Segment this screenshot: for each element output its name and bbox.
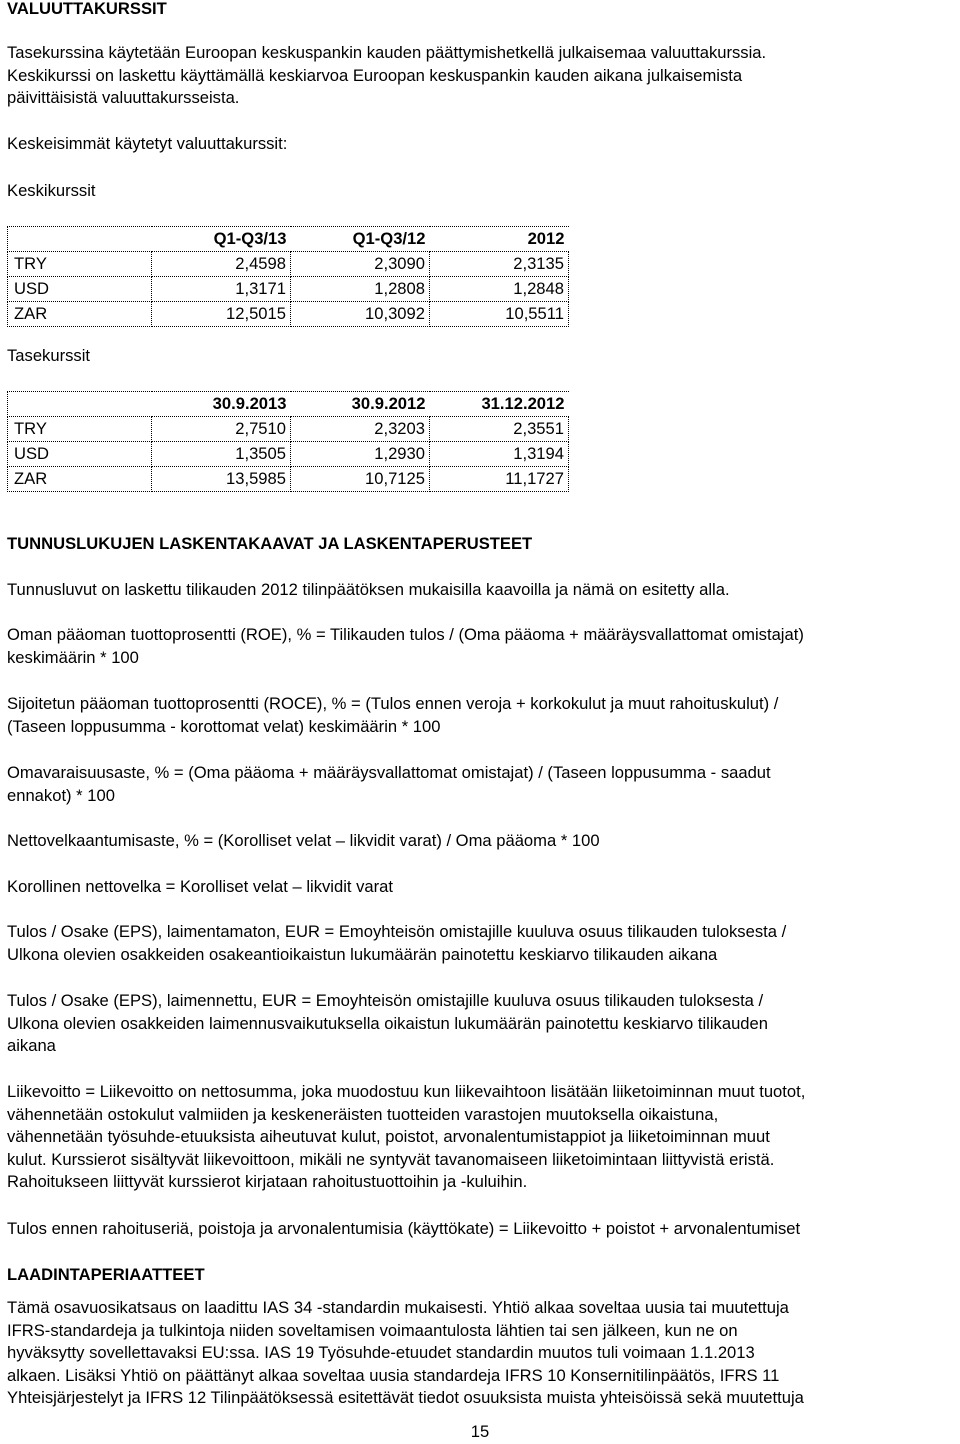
table-row: [8, 442, 569, 467]
average-rates-label: [7, 180, 955, 203]
paragraph-line: vähennetään työsuhde-etuuksista aiheutuvat kulut, poistot, arvonalentumistappiot ja liiketoiminnan muut: [7, 1127, 770, 1147]
paragraph-line: alkaen. Lisäksi Yhtiö on päättänyt alkaa soveltaa uusia standardeja IFRS 10 Konsernitilinpäätös, IFRS 11: [7, 1365, 780, 1385]
paragraph-line: (Taseen loppusumma - korottomat velat) keskimäärin * 100: [7, 716, 441, 736]
currency-code: TRY: [8, 417, 152, 442]
column-header: Q1-Q3/12: [291, 227, 430, 252]
eps-diluted-formula: [7, 990, 955, 1058]
equity-ratio-formula: [7, 762, 955, 807]
subheading: Keskikurssit: [7, 181, 96, 200]
currency-code: USD: [8, 442, 152, 467]
table-row: [8, 417, 569, 442]
paragraph-line: Sijoitetun pääoman tuottoprosentti (ROCE), % = (Tulos ennen veroja + korkokulut ja muut rahoituskulut) /: [7, 694, 779, 713]
section-heading: VALUUTTAKURSSIT: [7, 0, 167, 18]
paragraph-line: päivittäisistä valuuttakursseista.: [7, 88, 240, 108]
currency-code: ZAR: [8, 467, 152, 492]
rate-value: 2,3551: [430, 417, 569, 442]
paragraph-line: Tulos / Osake (EPS), laimennettu, EUR = Emoyhteisön omistajille kuuluva osuus tilikauden tuloksesta /: [7, 991, 764, 1010]
rate-value: 2,7510: [152, 417, 291, 442]
closing-rates-label: [7, 345, 955, 368]
paragraph: Keskeisimmät käytetyt valuuttakurssit:: [7, 134, 288, 153]
paragraph-line: hyväksytty sovellettavaksi EU:ssa. IAS 19 Työsuhde-etuudet standardin muutos tuli voimaan 1.1.2013: [7, 1343, 755, 1363]
rate-value: 10,5511: [430, 302, 569, 327]
table-header-row: [8, 227, 569, 252]
eps-basic-formula: [7, 921, 955, 966]
rate-value: 12,5015: [152, 302, 291, 327]
principles-heading: [7, 1264, 955, 1286]
formulas-heading: [7, 533, 955, 555]
paragraph-line: Liikevoitto = Liikevoitto on nettosumma, joka muodostuu kun liikevaihtoon lisätään liiketoiminnan muut tuotot,: [7, 1082, 806, 1101]
subheading: Tasekurssit: [7, 346, 90, 365]
rate-value: 2,3203: [291, 417, 430, 442]
rate-value: 2,3090: [291, 252, 430, 277]
main-rates-label: [7, 133, 955, 156]
currency-code: USD: [8, 277, 152, 302]
rate-value: 1,3171: [152, 277, 291, 302]
paragraph-line: keskimäärin * 100: [7, 647, 139, 667]
closing-rates-table: [7, 391, 569, 492]
paragraph-line: Ulkona olevien osakkeiden laimennusvaikutuksella oikaistun lukumäärän painotettu keskiarvo tilikauden: [7, 1013, 768, 1033]
rate-value: 1,3505: [152, 442, 291, 467]
closing-rates-table-wrap: [7, 391, 955, 492]
formulas-intro: [7, 579, 955, 602]
ebitda-formula: [7, 1218, 955, 1241]
paragraph-line: Tämä osavuosikatsaus on laadittu IAS 34 -standardin mukaisesti. Yhtiö alkaa soveltaa uusia tai muutettuja: [7, 1298, 789, 1317]
paragraph: Tunnusluvut on laskettu tilikauden 2012 tilinpäätöksen mukaisilla kaavoilla ja nämä on esitetty alla.: [7, 580, 730, 599]
average-rates-table: [7, 226, 569, 327]
rate-value: 1,2808: [291, 277, 430, 302]
table-row: [8, 252, 569, 277]
roe-formula: [7, 624, 955, 669]
paragraph-line: Tasekurssina käytetään Euroopan keskuspankin kauden päättymishetkellä julkaisemaa valuuttakurssia.: [7, 43, 767, 62]
paragraph: Nettovelkaantumisaste, % = (Korolliset velat – likvidit varat) / Oma pääoma * 100: [7, 831, 600, 850]
header-blank: [8, 227, 152, 252]
table-row: [8, 467, 569, 492]
rate-value: 2,3135: [430, 252, 569, 277]
column-header: 2012: [430, 227, 569, 252]
table-row: [8, 277, 569, 302]
gearing-formula: [7, 830, 955, 853]
section-heading: TUNNUSLUKUJEN LASKENTAKAAVAT JA LASKENTAPERUSTEET: [7, 534, 533, 553]
paragraph-line: kulut. Kurssierot sisältyvät liikevoittoon, mikäli ne syntyvät tavanomaiseen liiketoimintaan liittyvistä eristä.: [7, 1149, 775, 1169]
net-debt-formula: [7, 876, 955, 899]
column-header: 30.9.2012: [291, 392, 430, 417]
rate-value: 13,5985: [152, 467, 291, 492]
rate-value: 2,4598: [152, 252, 291, 277]
paragraph-line: aikana: [7, 1036, 56, 1056]
paragraph-line: Tulos / Osake (EPS), laimentamaton, EUR = Emoyhteisön omistajille kuuluva osuus tilikauden tuloksesta /: [7, 922, 787, 941]
rate-value: 1,2930: [291, 442, 430, 467]
rate-value: 10,3092: [291, 302, 430, 327]
operating-profit-definition: [7, 1081, 955, 1194]
column-header: 31.12.2012: [430, 392, 569, 417]
paragraph: Tulos ennen rahoituseriä, poistoja ja arvonalentumisia (käyttökate) = Liikevoitto + poistot + arvonalentumiset: [7, 1219, 801, 1238]
column-header: 30.9.2013: [152, 392, 291, 417]
rate-value: 1,3194: [430, 442, 569, 467]
paragraph-line: Omavaraisuusaste, % = (Oma pääoma + määräysvallattomat omistajat) / (Taseen loppusumma - saadut: [7, 763, 771, 782]
average-rates-table-wrap: [7, 226, 955, 327]
paragraph-line: Yhteisjärjestelyt ja IFRS 12 Tilinpäätöksessä esitettävät tiedot osuuksista muista yhteisöissä sekä muutettuja: [7, 1388, 804, 1408]
roce-formula: [7, 693, 955, 738]
fx-intro: [7, 42, 955, 110]
rate-value: 11,1727: [430, 467, 569, 492]
paragraph-line: IFRS-standardeja ja tulkintoja niiden soveltamisen voimaantulosta lähtien tai sen jälkeen, kun ne on: [7, 1320, 738, 1340]
paragraph-line: Rahoitukseen liittyvät kurssierot kirjataan rahoitustuottoihin ja -kuluihin.: [7, 1172, 528, 1192]
table-header-row: [8, 392, 569, 417]
paragraph: Korollinen nettovelka = Korolliset velat – likvidit varat: [7, 877, 393, 896]
rate-value: 1,2848: [430, 277, 569, 302]
paragraph-line: vähennetään ostokulut valmiiden ja keskeneräisten tuotteiden varastojen muutoksella oikaistuna,: [7, 1104, 719, 1124]
page-number: 15: [470, 1422, 490, 1441]
currency-code: TRY: [8, 252, 152, 277]
fx-heading: [7, 0, 955, 20]
paragraph-line: ennakot) * 100: [7, 785, 115, 805]
currency-code: ZAR: [8, 302, 152, 327]
header-blank: [8, 392, 152, 417]
paragraph-line: Keskikurssi on laskettu käyttämällä keskiarvoa Euroopan keskuspankin kauden aikana julkaisemista: [7, 65, 743, 85]
rate-value: 10,7125: [291, 467, 430, 492]
table-row: [8, 302, 569, 327]
paragraph-line: Oman pääoman tuottoprosentti (ROE), % = Tilikauden tulos / (Oma pääoma + määräysvallattomat omistajat): [7, 625, 804, 644]
paragraph-line: Ulkona olevien osakkeiden osakeantioikaistun lukumäärän painotettu keskiarvo tilikauden aikana: [7, 944, 718, 964]
principles-text: [7, 1297, 955, 1410]
column-header: Q1-Q3/13: [152, 227, 291, 252]
section-heading: LAADINTAPERIAATTEET: [7, 1265, 205, 1284]
